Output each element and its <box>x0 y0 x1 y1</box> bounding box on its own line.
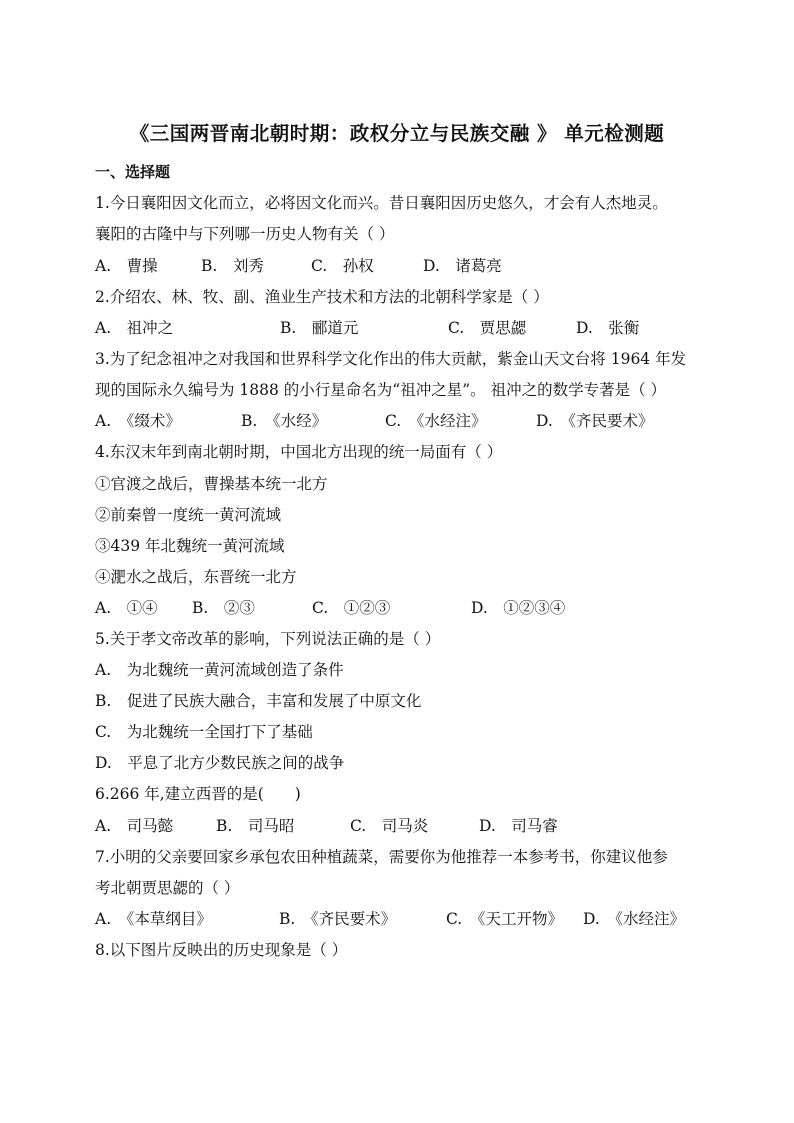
option-d: D. 诸葛亮 <box>423 257 502 275</box>
option-b: B. 《齐民要术》 <box>279 910 397 928</box>
question-4-item-4: ④淝水之战后，东晋统一北方 <box>95 568 297 586</box>
option-c: C. 贾思勰 <box>448 319 527 337</box>
question-2-stem-line1: 2.介绍农、林、牧、副、渔业生产技术和方法的北朝科学家是（ ） <box>95 288 549 306</box>
option-b: B. 郦道元 <box>280 319 359 337</box>
question-8-stem-line1: 8.以下图片反映出的历史现象是（ ） <box>95 941 348 959</box>
option-c: C. 司马炎 <box>350 817 429 835</box>
question-5-option-a: A. 为北魏统一黄河流域创造了条件 <box>95 661 344 679</box>
question-3-stem-line1: 3.为了纪念祖冲之对我国和世界科学文化作出的伟大贡献，紫金山天文台将 1964 年发 <box>95 350 687 368</box>
option-a: A. 司马懿 <box>95 817 174 835</box>
question-4-stem-line1: 4.东汉末年到南北朝时期，中国北方出现的统一局面有（ ） <box>95 443 503 461</box>
question-1-stem-line1: 1.今日襄阳因文化而立，必将因文化而兴。昔日襄阳因历史悠久，才会有人杰地灵。 <box>95 194 668 212</box>
question-4-item-3: ③439 年北魏统一黄河流域 <box>95 537 285 555</box>
option-b: B. 刘秀 <box>201 257 264 275</box>
option-a: A. 《本草纲目》 <box>95 910 212 928</box>
question-4-item-1: ①官渡之战后，曹操基本统一北方 <box>95 475 328 493</box>
option-b: B. 司马昭 <box>216 817 295 835</box>
question-4-item-2: ②前秦曾一度统一黄河流域 <box>95 506 282 524</box>
option-c: C. 《天工开物》 <box>446 910 563 928</box>
section-heading: 一、选择题 <box>95 163 171 181</box>
option-c: C. 《水经注》 <box>385 412 487 430</box>
option-d: D. 《水经注》 <box>583 910 686 928</box>
question-5-option-d: D. 平息了北方少数民族之间的战争 <box>95 754 345 772</box>
option-b: B. 《水经》 <box>241 412 328 430</box>
option-d: D. 司马睿 <box>479 817 558 835</box>
option-d: D. ①②③④ <box>471 599 566 617</box>
page-title: 《三国两晋南北朝时期：政权分立与民族交融 》 单元检测题 <box>129 122 665 145</box>
question-6-stem-line1: 6.266 年,建立西晋的是( ) <box>95 785 301 803</box>
option-c: C. 孙权 <box>311 257 374 275</box>
question-7-stem-line1: 7.小明的父亲要回家乡承包农田种植蔬菜，需要你为他推荐一本参考书，你建议他参 <box>95 848 668 866</box>
option-d: D. 张衡 <box>576 319 640 337</box>
option-d: D. 《齐民要术》 <box>536 412 654 430</box>
option-a: A. 《缀术》 <box>95 412 181 430</box>
option-c: C. ①②③ <box>312 599 391 617</box>
question-5-stem-line1: 5.关于孝文帝改革的影响，下列说法正确的是（ ） <box>95 630 441 648</box>
question-1-stem-line2: 襄阳的古隆中与下列哪一历史人物有关（ ） <box>95 225 395 243</box>
question-3-stem-line2: 现的国际永久编号为 1888 的小行星命名为“祖冲之星”。 祖冲之的数学专著是（ ） <box>95 381 667 399</box>
option-a: A. 祖冲之 <box>95 319 174 337</box>
option-a: A. 曹操 <box>95 257 158 275</box>
option-a: A. ①④ <box>95 599 158 617</box>
question-5-option-c: C. 为北魏统一全国打下了基础 <box>95 723 313 741</box>
question-5-option-b: B. 促进了民族大融合，丰富和发展了中原文化 <box>95 692 422 710</box>
option-b: B. ②③ <box>192 599 255 617</box>
question-7-stem-line2: 考北朝贾思勰的（ ） <box>95 879 240 897</box>
